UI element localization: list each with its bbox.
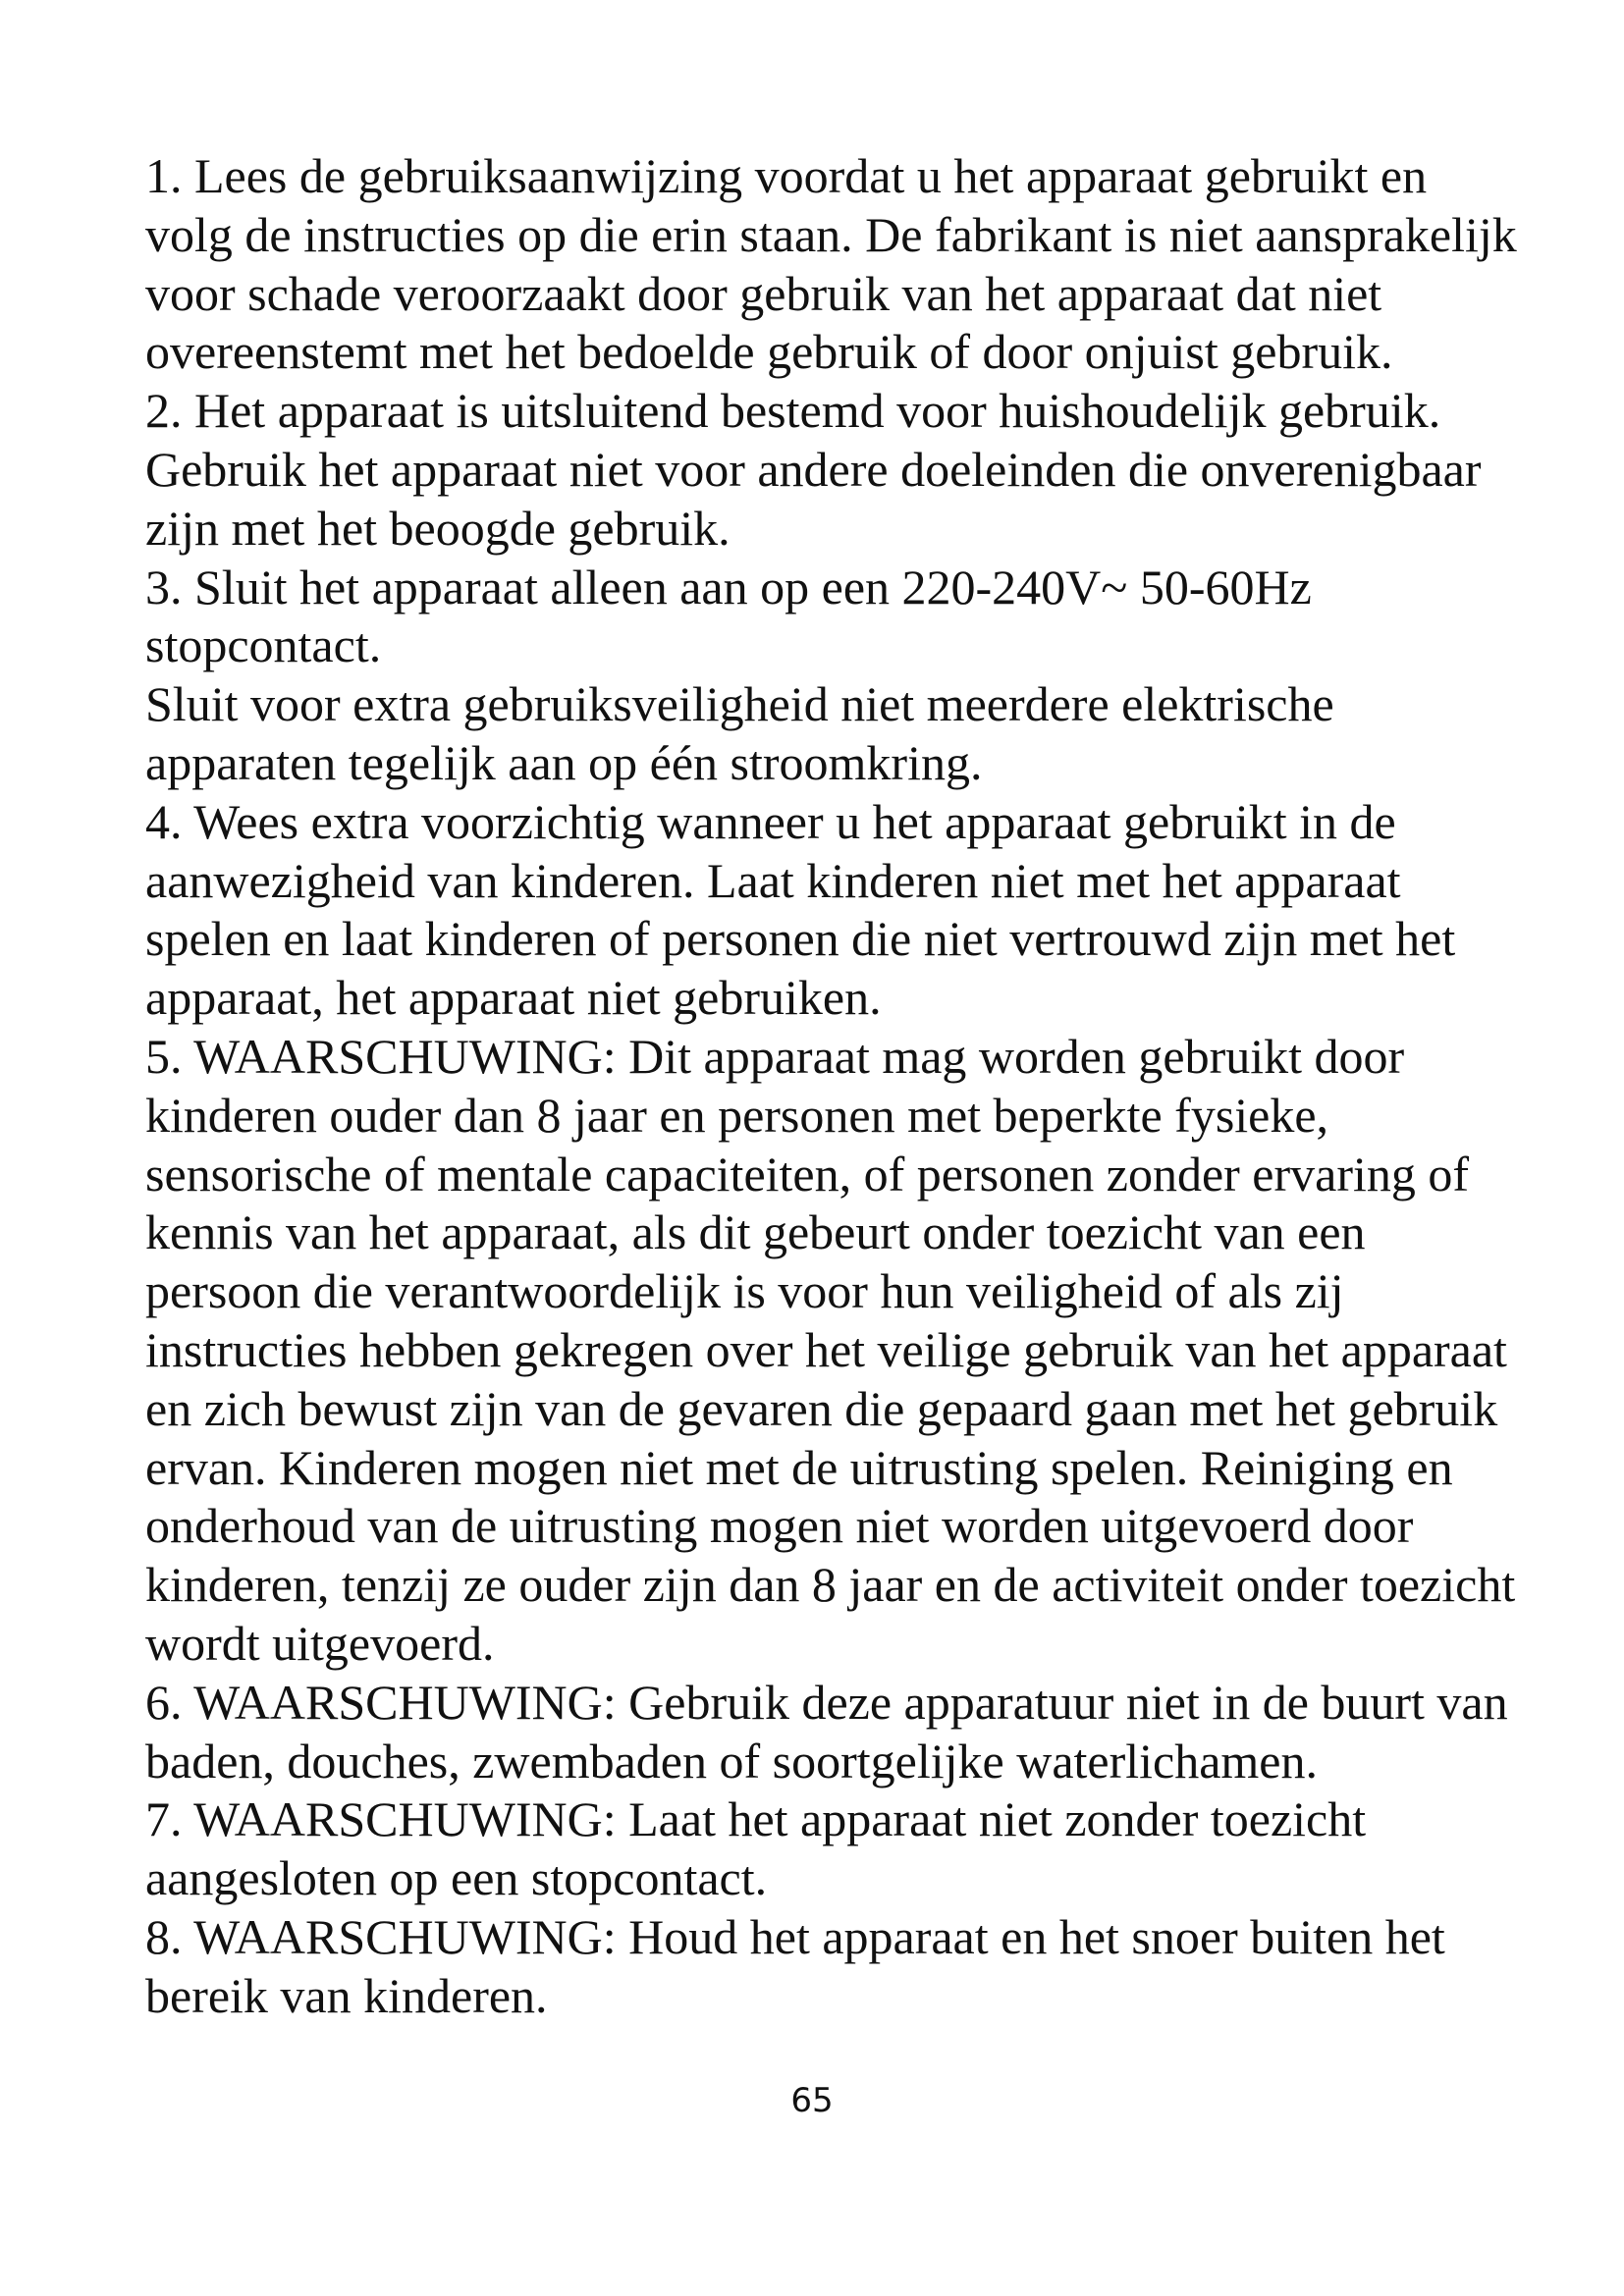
paragraph-3-note: Sluit voor extra gebruiksveiligheid niet meerdere elektrische apparaten tegelijk aan op één stroomkring. <box>145 676 1334 790</box>
paragraph-5: 5. WAARSCHUWING: Dit apparaat mag worden gebruikt door kinderen ouder dan 8 jaar en personen met beperkte fysieke, sensorische of mentale capaciteiten, of personen zonder ervaring of kennis van het apparaat, als dit gebeurt onder toezicht van een persoon die verantwoordelijk is voor hun veiligheid of als zij instructies hebben gekregen over het veilige gebruik van het apparaat en zich bewust zijn van de gevaren die gepaard gaan met het gebruik ervan. Kinderen mogen niet met de uitrusting spelen. Reiniging en onderhoud van de uitrusting mogen niet worden uitgevoerd door kinderen, tenzij ze ouder zijn dan 8 jaar en de activiteit onder toezicht wordt uitgevoerd. <box>145 1028 1516 1671</box>
paragraph-3: 3. Sluit het apparaat alleen aan op een 220-240V~ 50-60Hz stopcontact. <box>145 559 1312 673</box>
paragraph-6: 6. WAARSCHUWING: Gebruik deze apparatuur niet in de buurt van baden, douches, zwembaden of soortgelijke waterlichamen. <box>145 1674 1508 1789</box>
paragraph-1: 1. Lees de gebruiksaanwijzing voordat u het apparaat gebruikt en volg de instructies op die erin staan. De fabrikant is niet aansprakelijk voor schade veroorzaakt door gebruik van het apparaat dat niet overeenstemt met het bedoelde gebruik of door onjuist gebruik. <box>145 148 1517 380</box>
safety-instructions <box>145 147 1520 2026</box>
paragraph-4: 4. Wees extra voorzichtig wanneer u het apparaat gebruikt in de aanwezigheid van kinderen. Laat kinderen niet met het apparaat spelen en laat kinderen of personen die niet vertrouwd zijn met het apparaat, het apparaat niet gebruiken. <box>145 793 1456 1026</box>
paragraph-7: 7. WAARSCHUWING: Laat het apparaat niet zonder toezicht aangesloten op een stopcontact. <box>145 1791 1367 1906</box>
paragraph-2: 2. Het apparaat is uitsluitend bestemd voor huishoudelijk gebruik. Gebruik het apparaat niet voor andere doeleinden die onverenigbaar zijn met het beoogde gebruik. <box>145 383 1482 556</box>
page-number: 65 <box>790 2081 834 2120</box>
paragraph-8: 8. WAARSCHUWING: Houd het apparaat en het snoer buiten het bereik van kinderen. <box>145 1908 1445 2023</box>
